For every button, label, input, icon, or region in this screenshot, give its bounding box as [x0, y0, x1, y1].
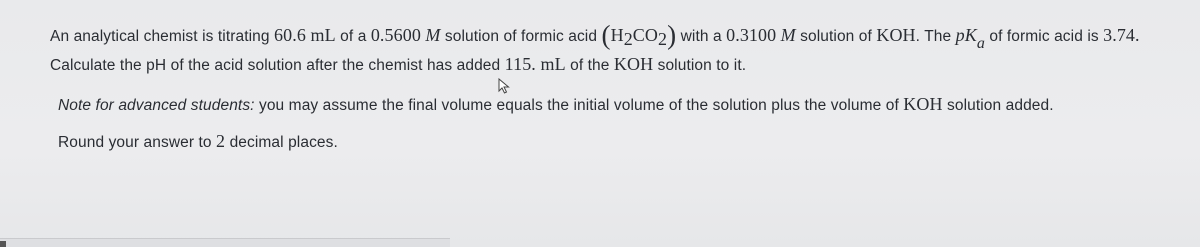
molarity-unit: M	[780, 25, 796, 45]
pKa-K: K	[964, 25, 977, 45]
pKa-a-sub: a	[976, 35, 985, 52]
bottom-scrollbar[interactable]	[0, 238, 450, 247]
text: solution of	[795, 28, 877, 45]
decimal-places: 2	[216, 131, 226, 151]
text: . The	[915, 28, 956, 45]
base-concentration: 0.3100	[726, 25, 777, 45]
period: .	[1135, 25, 1140, 45]
text: of a	[335, 28, 371, 45]
pKa-value: 3.74	[1103, 25, 1136, 45]
paren-close: )	[667, 20, 677, 50]
rounding-instruction	[58, 131, 338, 152]
mouse-pointer-icon	[497, 78, 513, 94]
text: of formic acid is	[984, 28, 1104, 45]
acid-volume: 60.6 mL	[274, 25, 336, 45]
text: solution added.	[942, 97, 1054, 114]
text: Calculate the pH of the acid solution after the chemist has added	[50, 57, 505, 74]
text: with a	[676, 28, 727, 45]
text: of the	[565, 57, 614, 74]
base-formula: KOH	[613, 54, 654, 74]
text: you may assume the final volume equals the initial volume of the solution plus the volume of	[254, 97, 904, 114]
formula-CO: CO	[632, 25, 659, 45]
added-base-volume: 115. mL	[504, 54, 566, 74]
base-formula: KOH	[903, 94, 943, 114]
paren-open: (	[601, 20, 611, 50]
note-label: Note for advanced students:	[58, 97, 255, 114]
text: solution of formic acid	[440, 28, 602, 45]
bottom-edge-mark	[0, 241, 6, 247]
pKa-p: p	[955, 25, 965, 45]
problem-line-1	[50, 20, 1140, 51]
formula-CO-sub: 2	[658, 29, 668, 49]
text: Round your answer to	[58, 134, 217, 151]
molarity-unit: M	[425, 25, 441, 45]
text: decimal places.	[225, 134, 338, 151]
acid-concentration: 0.5600	[370, 25, 421, 45]
advanced-note	[58, 94, 1054, 115]
text: solution to it.	[653, 57, 747, 74]
text: An analytical chemist is titrating	[50, 28, 275, 45]
base-formula: KOH	[876, 25, 916, 45]
formula-H-sub: 2	[623, 29, 633, 49]
formula-H: H	[610, 25, 624, 45]
problem-line-2	[50, 54, 746, 75]
